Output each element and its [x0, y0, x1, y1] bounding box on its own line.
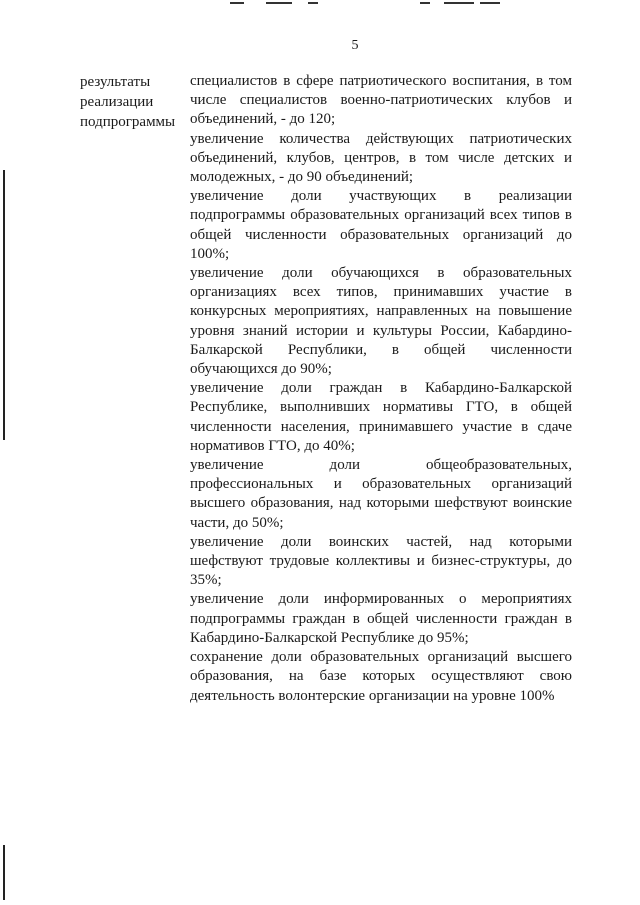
result-item: увеличение доли участвующих в реализации подпрограммы образовательных организаций всех типов в общей численности образовательных организаций до 100%;	[190, 188, 572, 262]
result-item: специалистов в сфере патриотического воспитания, в том числе специалистов военно-патриотических клубов и объединений, - до 120;	[190, 73, 572, 128]
page-number: 5	[351, 38, 359, 53]
result-item: увеличение доли граждан в Кабардино-Балкарской Республике, выполнивших нормативы ГТО, в общей численности населения, принимавшего участие в сдаче нормативов ГТО, до 40%;	[190, 380, 572, 454]
scan-artifact-top	[230, 0, 500, 8]
row-label-line: результаты	[80, 74, 151, 90]
result-item: увеличение доли обучающихся в образовательных организациях всех типов, принимавших участие в конкурсных мероприятиях, направленных на повышение уровня знаний истории и культуры России, Кабардино-Балкарской Республики, в общей численности обучающихся до 90%;	[190, 265, 572, 378]
result-item: увеличение доли информированных о мероприятиях подпрограммы граждан в общей численности граждан в Кабардино-Балкарской Республике до 95%;	[190, 591, 572, 646]
scan-edge-mark	[3, 845, 5, 900]
result-item: увеличение доли воинских частей, над которыми шефствуют трудовые коллективы и бизнес-структуры, до 35%;	[190, 533, 572, 589]
row-label-line: подпрограммы	[80, 114, 176, 130]
row-label	[80, 72, 185, 132]
results-list	[190, 72, 572, 706]
result-item: сохранение доли образовательных организаций высшего образования, на базе которых осуществляют свою деятельность волонтерские организации на уровне 100%	[190, 649, 572, 704]
result-item: увеличение доли общеобразовательных, профессиональных и образовательных организаций высшего образования, над которыми шефствуют воинские части, до 50%;	[190, 457, 572, 531]
result-item: увеличение количества действующих патриотических объединений, клубов, центров, в том числе детских и молодежных, - до 90 объединений;	[190, 130, 572, 186]
scan-edge-mark	[3, 170, 5, 440]
row-label-line: реализации	[80, 94, 154, 110]
